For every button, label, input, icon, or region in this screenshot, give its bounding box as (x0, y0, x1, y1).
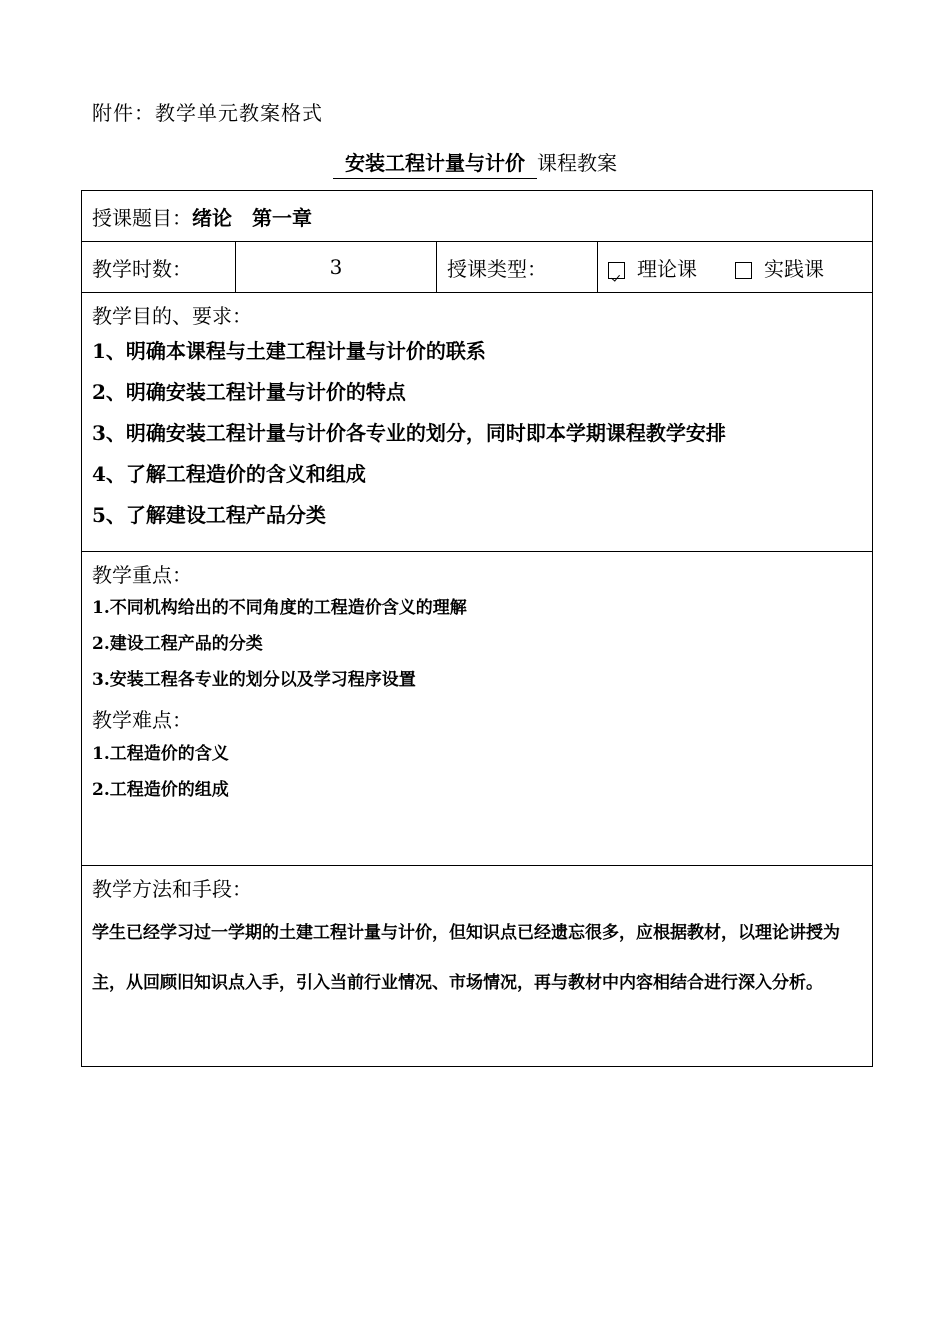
type-options (598, 242, 873, 293)
goal-item: 2、明确安装工程计量与计价的特点 (92, 380, 406, 404)
key-point-item: 1.不同机构给出的不同角度的工程造价含义的理解 (92, 598, 467, 618)
hours-label: 教学时数： (82, 242, 236, 293)
methods-text: 学生已经学习过一学期的土建工程计量与计价，但知识点已经遗忘很多，应根据教材，以理论讲授为主，从回顾旧知识点入手，引入当前行业情况、市场情况，再与教材中内容相结合进行深入分析。 (92, 923, 840, 993)
methods-label: 教学方法和手段： (92, 877, 252, 901)
attachment-note: 附件：教学单元教案格式 (92, 101, 323, 125)
methods-cell (82, 866, 873, 1067)
hours-row (82, 242, 873, 293)
theory-label: 理论课 (637, 256, 697, 281)
methods-row (82, 866, 873, 1067)
goal-item: 1、明确本课程与土建工程计量与计价的联系 (92, 339, 486, 363)
difficulties-label: 教学难点： (92, 708, 192, 732)
topic-label: 授课题目： (92, 205, 192, 230)
goals-label: 教学目的、要求： (92, 304, 252, 328)
lesson-plan-table (81, 190, 873, 1067)
document-title (0, 147, 950, 179)
topic-value: 绪论 第一章 (192, 205, 312, 230)
goals-row (82, 293, 873, 552)
difficulty-item: 2.工程造价的组成 (92, 780, 229, 800)
keys-cell (82, 552, 873, 866)
goal-item: 3、明确安装工程计量与计价各专业的划分，同时即本学期课程教学安排 (92, 421, 726, 445)
keys-row (82, 552, 873, 866)
topic-cell (82, 191, 873, 242)
key-point-item: 2.建设工程产品的分类 (92, 634, 263, 654)
theory-checkbox[interactable] (608, 262, 625, 279)
hours-value: 3 (236, 242, 437, 293)
topic-row (82, 191, 873, 242)
difficulty-item: 1.工程造价的含义 (92, 744, 229, 764)
key-points-label: 教学重点： (92, 563, 192, 587)
course-name: 安装工程计量与计价 (333, 147, 537, 179)
goal-item: 5、了解建设工程产品分类 (92, 503, 326, 527)
key-point-item: 3.安装工程各专业的划分以及学习程序设置 (92, 670, 416, 690)
type-label: 授课类型： (437, 242, 598, 293)
practice-label: 实践课 (764, 256, 824, 281)
goals-cell (82, 293, 873, 552)
practice-checkbox[interactable] (735, 262, 752, 279)
goal-item: 4、了解工程造价的含义和组成 (92, 462, 366, 486)
title-suffix: 课程教案 (537, 151, 617, 175)
